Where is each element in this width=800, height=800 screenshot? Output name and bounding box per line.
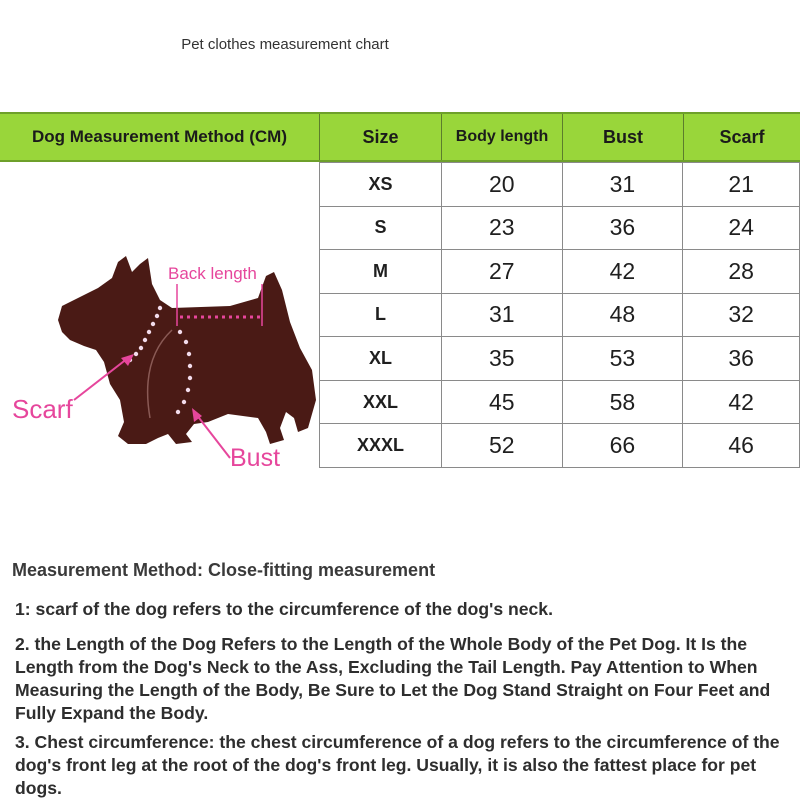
scarf-cell: 21: [683, 163, 800, 207]
size-cell: XXL: [320, 380, 442, 424]
scarf-cell: 46: [683, 424, 800, 468]
body-length-cell: 20: [441, 163, 562, 207]
instruction-3: 3. Chest circumference: the chest circumference of a dog refers to the circumference of the dog's front leg at the root of the dog's front leg. Usually, it is also the fattest place for pet dogs.: [15, 732, 780, 798]
header-body-length: Body length: [442, 114, 563, 160]
body-length-cell: 52: [441, 424, 562, 468]
instruction-2: 2. the Length of the Dog Refers to the Length of the Whole Body of the Pet Dog. It Is the Length from the Dog's Neck to the Ass, Excluding the Tail Length. Pay Attention to When Measuring the Length of the Body, Be Sure to Let the Dog Stand Straight on Four Feet and Fully Expand the Body.: [15, 634, 771, 723]
table-row: [320, 380, 800, 424]
back-length-label: Back length: [168, 264, 257, 283]
header-scarf: Scarf: [719, 127, 765, 147]
table-row: [320, 163, 800, 207]
size-cell: M: [320, 250, 442, 294]
header-bust: Bust: [563, 114, 684, 160]
size-cell: XL: [320, 337, 442, 381]
dog-body: [58, 256, 316, 444]
header-size: Size: [320, 114, 442, 160]
table-row: [320, 337, 800, 381]
instruction-1: 1: scarf of the dog refers to the circumference of the dog's neck.: [15, 599, 553, 619]
scarf-cell: 28: [683, 250, 800, 294]
scarf-cell: 32: [683, 293, 800, 337]
bust-label: Bust: [230, 444, 281, 472]
bust-cell: 58: [562, 380, 683, 424]
size-cell: XXXL: [320, 424, 442, 468]
body-length-cell: 35: [441, 337, 562, 381]
dog-diagram: [0, 250, 320, 480]
body-length-cell: 23: [441, 206, 562, 250]
size-cell: XS: [320, 163, 442, 207]
table-row: [320, 206, 800, 250]
scarf-cell: 24: [683, 206, 800, 250]
size-table: [319, 162, 800, 468]
header-method: Dog Measurement Method (CM): [0, 114, 320, 160]
bust-cell: 31: [562, 163, 683, 207]
size-cell: S: [320, 206, 442, 250]
bust-cell: 53: [562, 337, 683, 381]
table-row: [320, 250, 800, 294]
body-length-cell: 27: [441, 250, 562, 294]
bust-cell: 66: [562, 424, 683, 468]
table-row: [320, 293, 800, 337]
bust-cell: 36: [562, 206, 683, 250]
body-length-cell: 45: [441, 380, 562, 424]
size-cell: L: [320, 293, 442, 337]
table-header-row: [0, 112, 800, 162]
page-title: Pet clothes measurement chart: [181, 36, 389, 53]
method-heading: Measurement Method: Close-fitting measurement: [12, 560, 436, 580]
table-row: [320, 424, 800, 468]
scarf-cell: 42: [683, 380, 800, 424]
scarf-cell: 36: [683, 337, 800, 381]
bust-cell: 48: [562, 293, 683, 337]
bust-cell: 42: [562, 250, 683, 294]
body-length-cell: 31: [441, 293, 562, 337]
scarf-label: Scarf: [12, 394, 73, 424]
